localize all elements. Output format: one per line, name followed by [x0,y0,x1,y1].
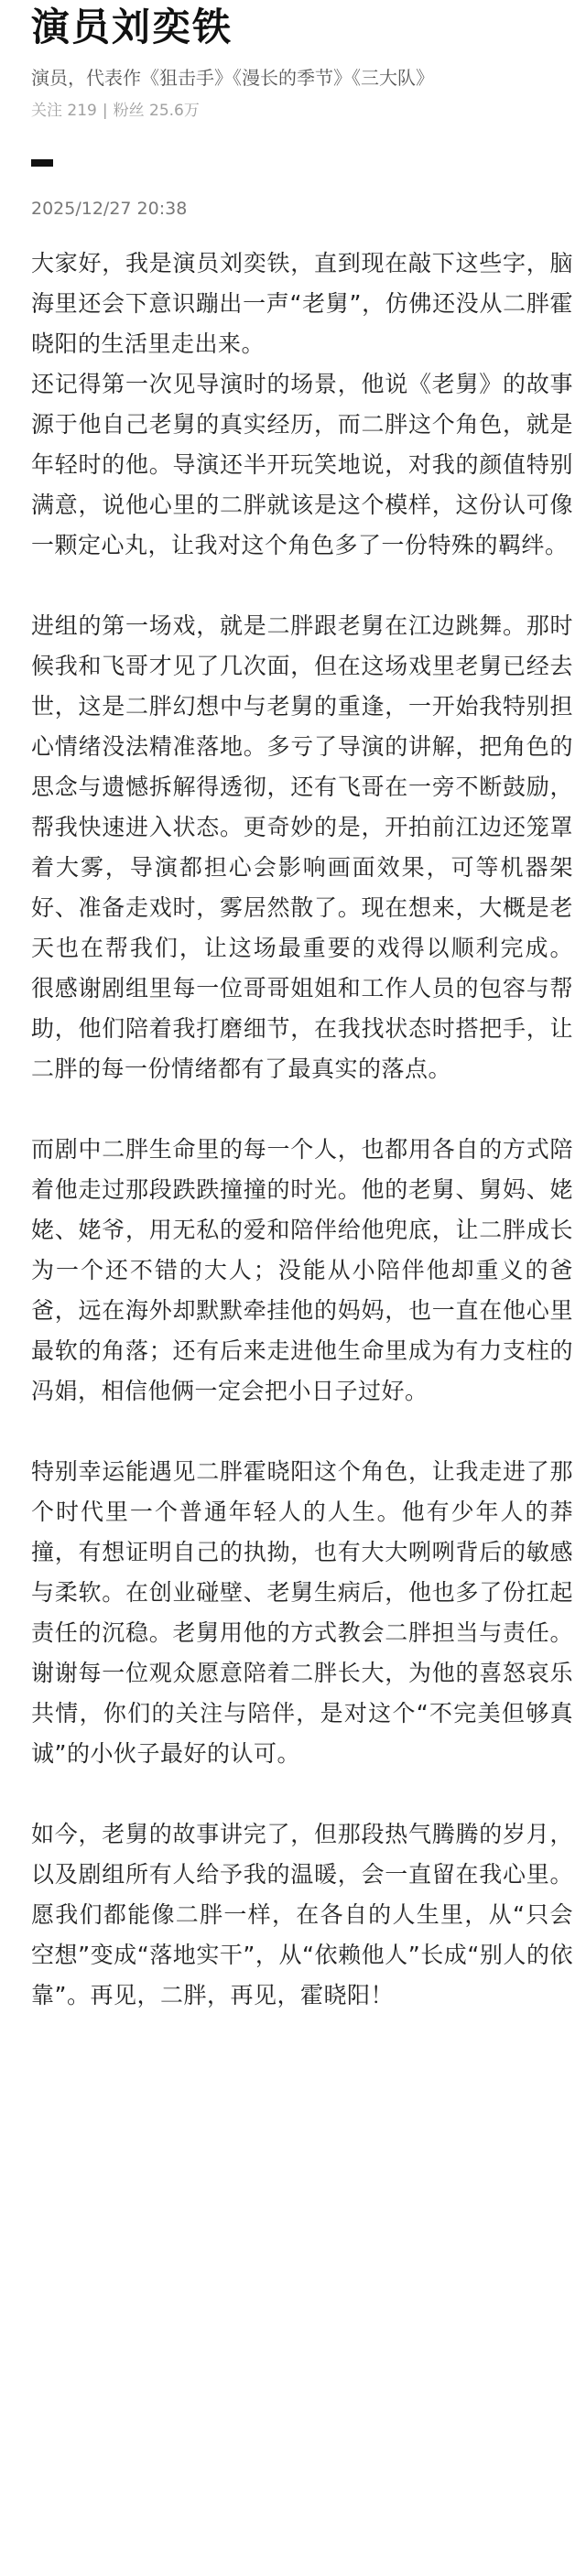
article-paragraph: 进组的第一场戏，就是二胖跟老舅在江边跳舞。那时候我和飞哥才见了几次面，但在这场戏里老舅已经去世，这是二胖幻想中与老舅的重逢，一开始我特别担心情绪没法精准落地。多亏了导演的讲解，把角色的思念与遗憾拆解得透彻，还有飞哥在一旁不断鼓励，帮我快速进入状态。更奇妙的是，开拍前江边还笼罩着大雾，导演都担心会影响画面效果，可等机器架好、准备走戏时，雾居然散了。现在想来，大概是老天也在帮我们，让这场最重要的戏得以顺利完成。 很感谢剧组里每一位哥哥姐姐和工作人员的包容与帮助，他们陪着我打磨细节，在我找状态时搭把手，让二胖的每一份情绪都有了最真实的落点。 [31,612,573,1082]
article-paragraph: 还记得第一次见导演时的场景，他说《老舅》的故事源于他自己老舅的真实经历，而二胖这个角色，就是年轻时的他。导演还半开玩笑地说，对我的颜值特别满意，说他心里的二胖就该是这个模样，这份认可像一颗定心丸，让我对这个角色多了一份特殊的羁绊。 [31,371,573,558]
stats-separator: | [102,102,108,120]
author-stats [31,99,200,123]
title-divider [31,159,53,167]
article-paragraph: 大家好，我是演员刘奕铁，直到现在敲下这些字，脑海里还会下意识蹦出一声“老舅”，仿佛还没从二胖霍晓阳的生活里走出来。 [31,250,573,357]
paragraph-gap [31,1774,573,1814]
article-paragraph: 而剧中二胖生命里的每一个人，也都用各自的方式陪着他走过那段跌跌撞撞的时光。他的老舅、舅妈、姥姥、姥爷，用无私的爱和陪伴给他兜底，让二胖成长为一个还不错的大人；没能从小陪伴他却重义的爸爸，远在海外却默默牵挂他的妈妈，也一直在他心里最软的角落；还有后来走进他生命里成为有力支柱的冯娟，相信他俩一定会把小日子过好。 [31,1136,573,1404]
paragraph-gap [31,1412,573,1452]
author-description: 演员，代表作《狙击手》《漫长的季节》《三大队》 [31,67,434,89]
follow-count: 关注 219 [31,102,97,120]
article-paragraph: 如今，老舅的故事讲完了，但那段热气腾腾的岁月，以及剧组所有人给予我的温暖，会一直留在我心里。愿我们都能像二胖一样，在各自的人生里，从“只会空想”变成“落地实干”，从“依赖他人”长成“别人的依靠”。再见，二胖，再见，霍晓阳！ [31,1821,573,2008]
article-body [31,244,573,2016]
article-paragraph: 特别幸运能遇见二胖霍晓阳这个角色，让我走进了那个时代里一个普通年轻人的人生。他有少年人的莽撞，有想证明自己的执拗，也有大大咧咧背后的敏感与柔软。在创业碰壁、老舅生病后，他也多了份扛起责任的沉稳。老舅用他的方式教会二胖担当与责任。谢谢每一位观众愿意陪着二胖长大，为他的喜怒哀乐共情，你们的关注与陪伴，是对这个“不完美但够真诚”的小伙子最好的认可。 [31,1458,573,1767]
author-name[interactable]: 演员刘奕铁 [31,5,233,49]
paragraph-gap [31,1089,573,1130]
paragraph-gap [31,566,573,606]
fans-count: 粉丝 25.6万 [113,102,200,120]
post-timestamp: 2025/12/27 20:38 [31,199,188,219]
